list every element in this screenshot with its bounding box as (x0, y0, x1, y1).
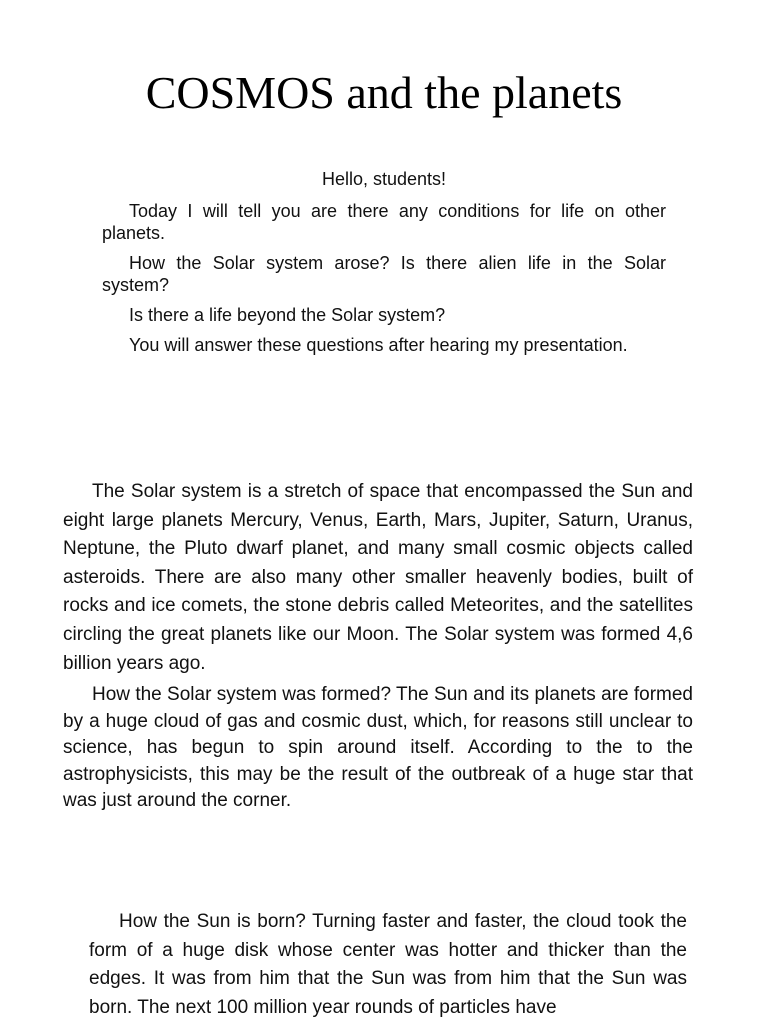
document-title: COSMOS and the planets (145, 67, 623, 118)
solar-system-section (63, 478, 693, 819)
sun-born-section (89, 908, 687, 1026)
intro-section (102, 168, 666, 364)
greeting-text: Hello, students! (321, 169, 447, 189)
formation-paragraph: How the Solar system was formed? The Sun and its planets are formed by a huge cloud of gas and cosmic dust, which, for reasons still unclear to science, has begun to spin around itself. According to the to the astrophysicists, this may be the result of the outbreak of a huge star that was just around the corner. (63, 684, 693, 812)
intro-paragraph-2: How the Solar system arose? Is there alien life in the Solar system? (102, 253, 666, 295)
intro-paragraph-1: Today I will tell you are there any conditions for life on other planets. (102, 201, 666, 243)
sun-born-paragraph: How the Sun is born? Turning faster and faster, the cloud took the form of a huge disk whose center was hotter and thicker than the edges. It was from him that the Sun was from him that the Sun was born. The next 100 million year rounds of particles have (89, 911, 687, 1018)
intro-paragraph-4: You will answer these questions after hearing my presentation. (129, 335, 628, 355)
solar-system-paragraph: The Solar system is a stretch of space that encompassed the Sun and eight large planets Mercury, Venus, Earth, Mars, Jupiter, Saturn, Uranus, Neptune, the Pluto dwarf planet, and many small cosmic objects called asteroids. There are also many other smaller heavenly bodies, built of rocks and ice comets, the stone debris called Meteorites, and the satellites circling the great planets like our Moon. The Solar system was formed 4,6 billion years ago. (63, 481, 693, 674)
intro-paragraph-3: Is there a life beyond the Solar system? (129, 305, 446, 325)
